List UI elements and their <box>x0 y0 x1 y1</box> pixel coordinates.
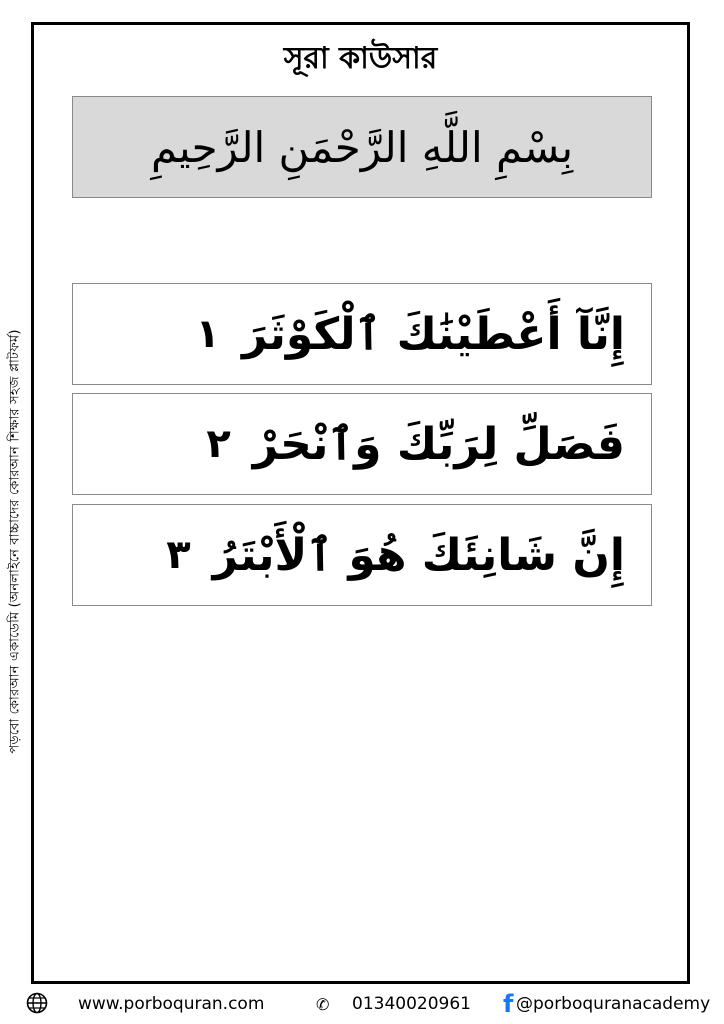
facebook-handle[interactable]: @porboquranacademy <box>516 994 711 1014</box>
footer <box>0 990 724 1020</box>
globe-icon <box>26 992 48 1019</box>
website-link[interactable]: www.porboquran.com <box>78 994 265 1014</box>
verse-text: إِنَّآ أَعْطَيْنَٰكَ ٱلْكَوْثَرَ <box>241 308 625 360</box>
side-caption-container <box>4 230 28 852</box>
verse-number: ٢ <box>206 421 231 467</box>
verse-text: إِنَّ شَانِئَكَ هُوَ ٱلْأَبْتَرُ <box>212 529 625 581</box>
page-title: সূরা কাউসার <box>283 41 438 76</box>
facebook-icon: f <box>503 990 514 1018</box>
verse-box-2 <box>72 393 652 495</box>
verse-text: فَصَلِّ لِرَبِّكَ وَٱنْحَرْ <box>252 418 625 470</box>
phone-number[interactable]: 01340020961 <box>352 994 471 1014</box>
verse-number: ٣ <box>166 532 191 578</box>
verse-box-1 <box>72 283 652 385</box>
verse-box-3 <box>72 504 652 606</box>
verse-number: ١ <box>195 311 220 357</box>
phone-icon: ✆ <box>316 995 330 1014</box>
side-caption: পড়বো কোরআন একাডেমি (অনলাইনে বাচ্চাদের কোরআন শিক্ষার সহজ প্লাটফর্ম) <box>7 328 23 754</box>
bismillah-box: بِسْمِ اللَّهِ الرَّحْمَنِ الرَّحِيمِ <box>72 96 652 198</box>
